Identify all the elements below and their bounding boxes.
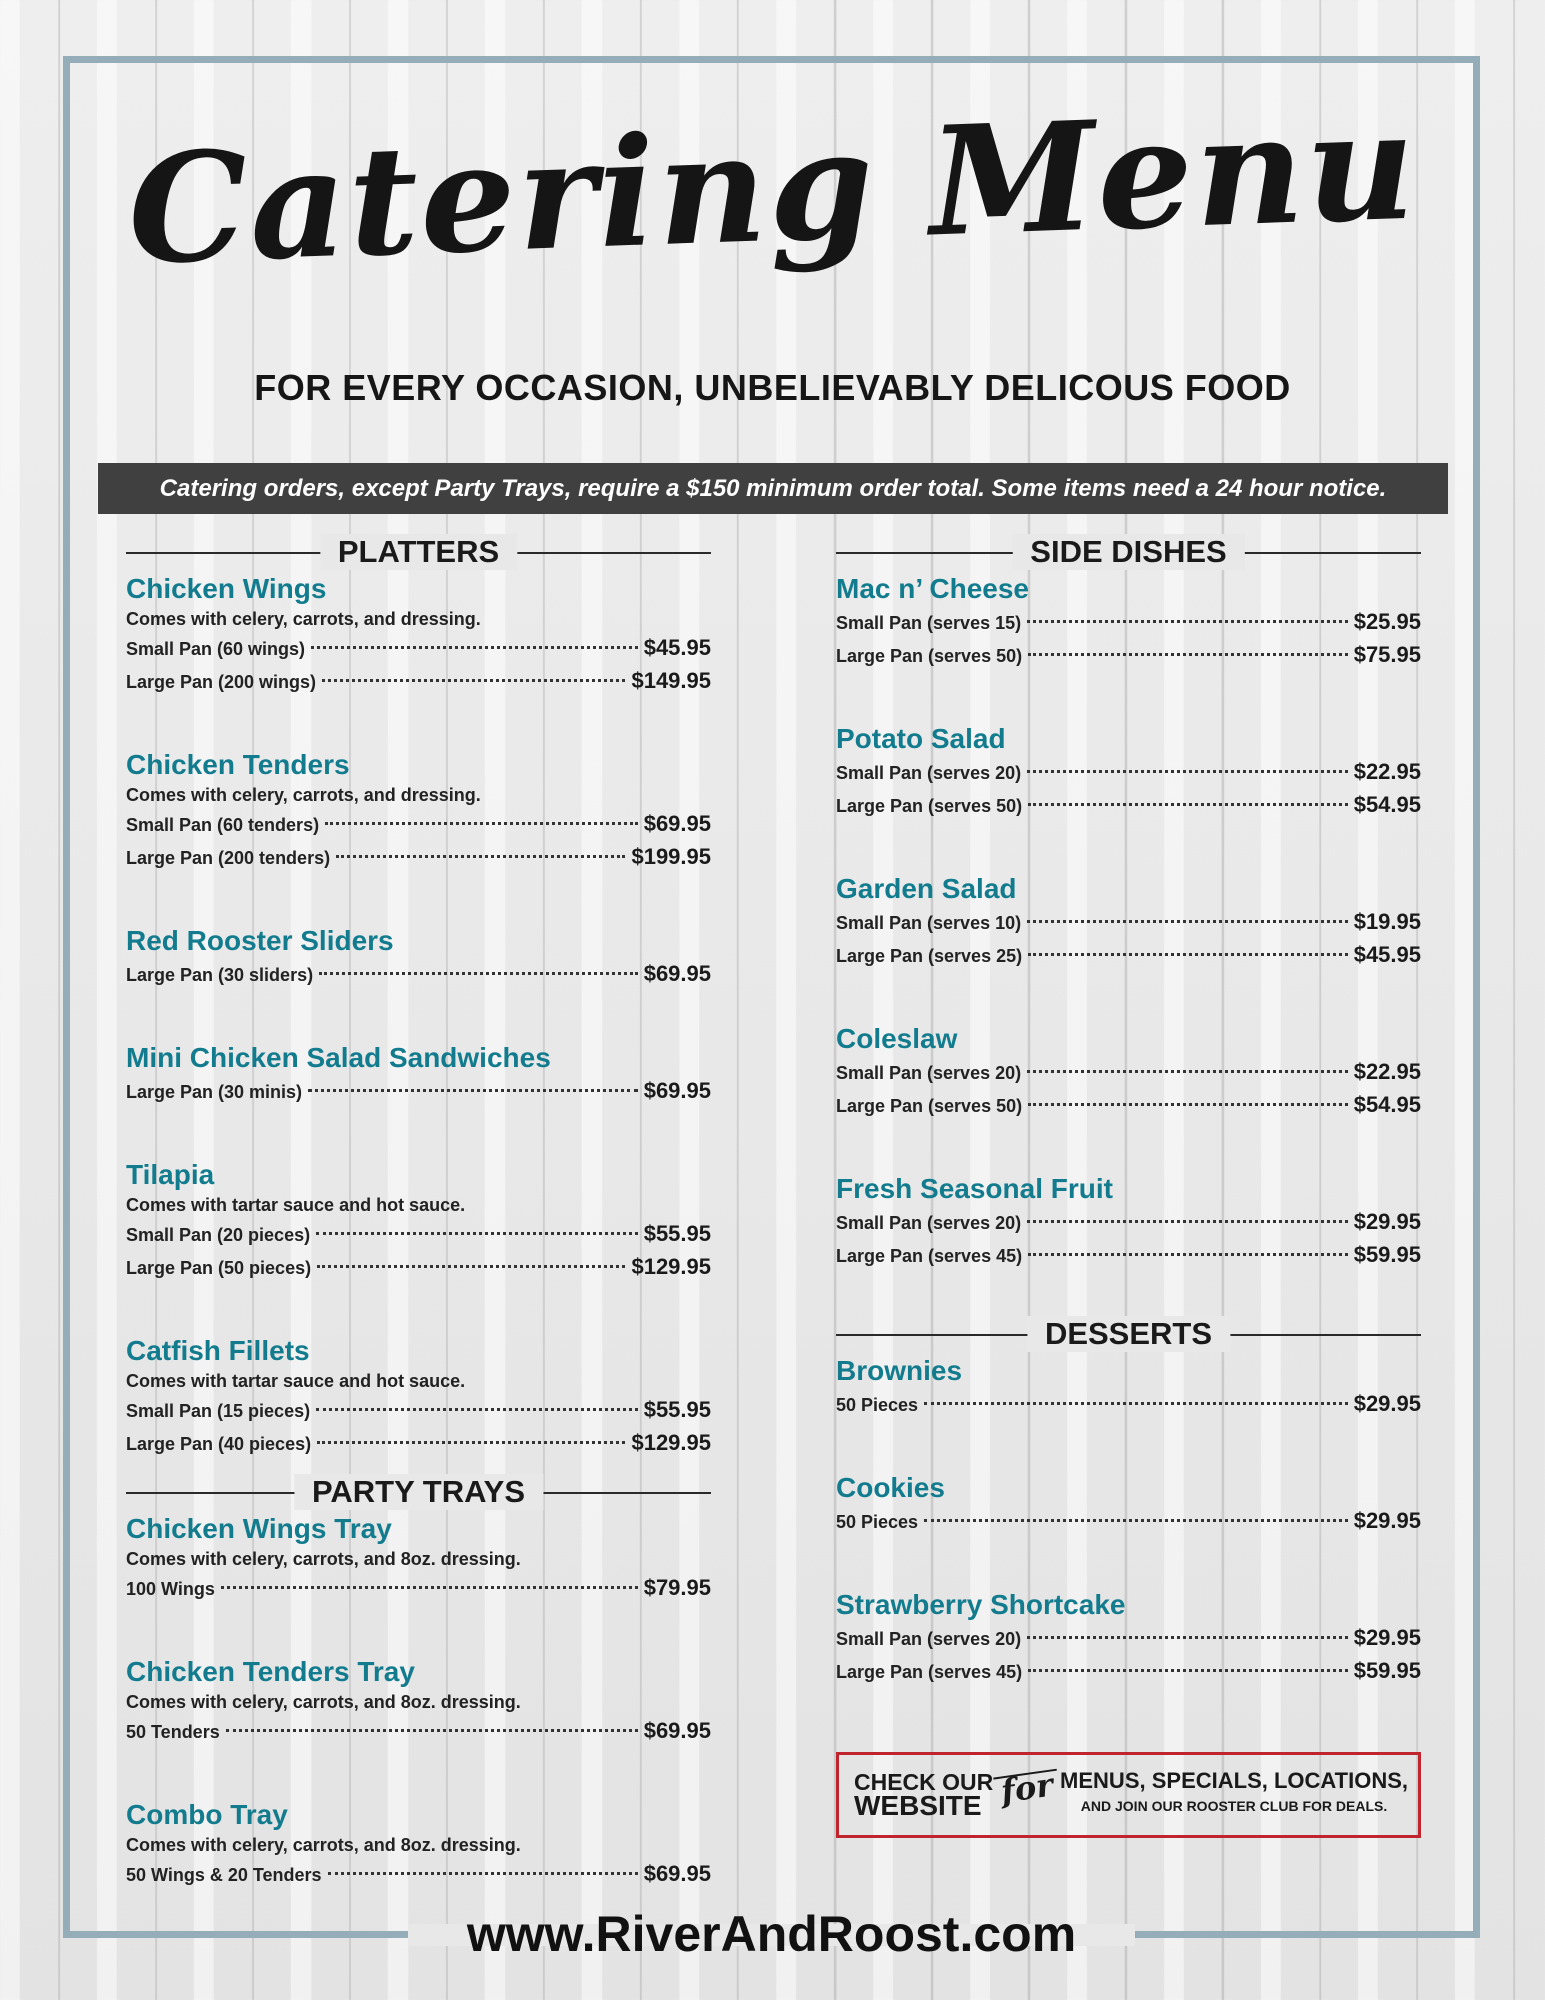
desserts-list (836, 1354, 1421, 1688)
price-value: $129.95 (631, 1254, 711, 1279)
section-heading (836, 534, 1421, 570)
price-value: $69.95 (643, 1861, 711, 1886)
dot-leader (1027, 1636, 1348, 1639)
price-row (126, 665, 711, 698)
price-row (836, 789, 1421, 822)
menu-item (836, 1588, 1421, 1688)
section-heading-label: PARTY TRAYS (294, 1474, 543, 1510)
price-row (836, 939, 1421, 972)
price-row (836, 1505, 1421, 1538)
platters-list (126, 572, 711, 1460)
menu-item (126, 1158, 711, 1284)
price-row (836, 1056, 1421, 1089)
price-row (126, 1075, 711, 1108)
menu-item-name: Chicken Tenders (126, 749, 350, 780)
price-value: $54.95 (1353, 1092, 1421, 1117)
website-url-link[interactable]: www.RiverAndRoost.com (466, 1906, 1077, 1962)
menu-item (836, 572, 1421, 672)
platters-section (126, 534, 711, 1510)
menu-item-description: Comes with tartar sauce and hot sauce. (126, 1371, 466, 1391)
portion-label: Large Pan (serves 50) (836, 646, 1023, 666)
website-promo-box[interactable] (836, 1752, 1421, 1838)
page-title: Catering Menu (125, 77, 1420, 299)
dot-leader (1028, 803, 1348, 806)
price-value: $54.95 (1353, 792, 1421, 817)
price-value: $79.95 (643, 1575, 711, 1600)
portion-label: Small Pan (20 pieces) (126, 1225, 311, 1245)
menu-item-name: Catfish Fillets (126, 1335, 310, 1366)
price-value: $199.95 (631, 844, 711, 869)
menu-item-description: Comes with celery, carrots, and dressing. (126, 785, 481, 805)
menu-item-description: Comes with celery, carrots, and 8oz. dressing. (126, 1549, 521, 1569)
price-row (126, 958, 711, 991)
portion-label: Small Pan (serves 20) (836, 1629, 1022, 1649)
price-row (126, 1715, 711, 1748)
price-row (836, 1239, 1421, 1272)
section-heading (836, 1316, 1421, 1352)
dot-leader (1028, 1669, 1348, 1672)
menu-item-name: Chicken Tenders Tray (126, 1656, 415, 1687)
section-heading-label: PLATTERS (320, 534, 517, 570)
price-value: $19.95 (1353, 909, 1421, 934)
menu-item (836, 1172, 1421, 1272)
menu-item-description: Comes with tartar sauce and hot sauce. (126, 1195, 466, 1215)
menu-item-name: Tilapia (126, 1159, 215, 1190)
side-dishes-section (836, 534, 1421, 1322)
price-row (126, 1251, 711, 1284)
section-heading (126, 1474, 711, 1510)
price-value: $149.95 (631, 668, 711, 693)
menu-item-name: Red Rooster Sliders (126, 925, 394, 956)
menu-item-name: Fresh Seasonal Fruit (836, 1173, 1113, 1204)
menu-item (836, 1471, 1421, 1538)
portion-label: 50 Tenders (126, 1722, 220, 1742)
section-heading-label: SIDE DISHES (1012, 534, 1244, 570)
menu-item (836, 722, 1421, 822)
dot-leader (924, 1402, 1348, 1405)
portion-label: Large Pan (200 wings) (126, 672, 317, 692)
menu-item-name: Coleslaw (836, 1023, 958, 1054)
dot-leader (1028, 1253, 1348, 1256)
price-row (836, 606, 1421, 639)
price-value: $25.95 (1353, 609, 1421, 634)
menu-item (126, 748, 711, 874)
price-row (126, 1218, 711, 1251)
price-value: $29.95 (1353, 1625, 1421, 1650)
portion-label: Large Pan (serves 25) (836, 946, 1023, 966)
menu-item (126, 924, 711, 991)
desserts-section (836, 1316, 1421, 1738)
order-notice-banner: Catering orders, except Party Trays, require a $150 minimum order total. Some items need a 24 hour notice. (98, 463, 1448, 514)
menu-item (126, 572, 711, 698)
portion-label: Small Pan (serves 15) (836, 613, 1022, 633)
price-row (836, 1206, 1421, 1239)
price-value: $69.95 (643, 961, 711, 986)
menu-item (126, 1041, 711, 1108)
price-row (126, 1427, 711, 1460)
price-row (126, 632, 711, 665)
price-value: $75.95 (1353, 642, 1421, 667)
price-row (126, 1394, 711, 1427)
menu-item (126, 1798, 711, 1891)
menu-item-name: Strawberry Shortcake (836, 1589, 1126, 1620)
portion-label: Large Pan (30 sliders) (126, 965, 314, 985)
price-row (836, 1388, 1421, 1421)
menu-item-name: Potato Salad (836, 723, 1006, 754)
price-row (836, 1622, 1421, 1655)
dot-leader (924, 1519, 1348, 1522)
menu-item-description: Comes with celery, carrots, and 8oz. dressing. (126, 1835, 521, 1855)
menu-item-name: Garden Salad (836, 873, 1017, 904)
menu-item-name: Cookies (836, 1472, 945, 1503)
price-value: $59.95 (1353, 1658, 1421, 1683)
portion-label: Small Pan (60 wings) (126, 639, 306, 659)
promo-check-website (854, 1769, 1004, 1821)
price-value: $45.95 (643, 635, 711, 660)
promo-for-script: for (998, 1765, 1056, 1811)
menu-item (836, 872, 1421, 972)
portion-label: Large Pan (serves 45) (836, 1246, 1023, 1266)
portion-label: Small Pan (serves 20) (836, 763, 1022, 783)
price-row (836, 756, 1421, 789)
price-value: $55.95 (643, 1397, 711, 1422)
portion-label: Small Pan (serves 10) (836, 913, 1022, 933)
party-trays-list (126, 1512, 711, 1891)
price-row (836, 639, 1421, 672)
menu-item (126, 1512, 711, 1605)
menu-item (126, 1655, 711, 1748)
portion-label: Large Pan (200 tenders) (126, 848, 331, 868)
menu-item (836, 1354, 1421, 1421)
dot-leader (1027, 620, 1348, 623)
price-value: $69.95 (643, 1078, 711, 1103)
price-value: $69.95 (643, 811, 711, 836)
menu-item-name: Mac n’ Cheese (836, 573, 1029, 604)
page-subtitle: FOR EVERY OCCASION, UNBELIEVABLY DELICOUS FOOD (254, 367, 1291, 408)
price-row (836, 906, 1421, 939)
price-value: $29.95 (1353, 1391, 1421, 1416)
price-row (126, 808, 711, 841)
portion-label: Small Pan (15 pieces) (126, 1401, 311, 1421)
portion-label: Small Pan (serves 20) (836, 1063, 1022, 1083)
dot-leader (226, 1729, 638, 1732)
price-row (836, 1089, 1421, 1122)
dot-leader (221, 1586, 638, 1589)
dot-leader (336, 855, 625, 858)
party-trays-section (126, 1474, 711, 1941)
dot-leader (308, 1089, 638, 1092)
menu-item (836, 1022, 1421, 1122)
portion-label: Large Pan (50 pieces) (126, 1258, 312, 1278)
portion-label: Large Pan (30 minis) (126, 1082, 303, 1102)
price-value: $129.95 (631, 1430, 711, 1455)
portion-label: Large Pan (serves 50) (836, 1096, 1023, 1116)
menu-item-name: Chicken Wings Tray (126, 1513, 392, 1544)
price-row (836, 1655, 1421, 1688)
dot-leader (1028, 953, 1348, 956)
price-value: $69.95 (643, 1718, 711, 1743)
dot-leader (1027, 770, 1348, 773)
price-value: $29.95 (1353, 1209, 1421, 1234)
price-value: $29.95 (1353, 1508, 1421, 1533)
dot-leader (325, 822, 638, 825)
menu-item-name: Brownies (836, 1355, 963, 1386)
dot-leader (1027, 1070, 1348, 1073)
portion-label: 50 Pieces (836, 1395, 919, 1415)
price-row (126, 1858, 711, 1891)
promo-right-text (1060, 1767, 1408, 1817)
menu-item-name: Chicken Wings (126, 573, 327, 604)
promo-line1: CHECK OUR (854, 1769, 994, 1795)
portion-label: 50 Pieces (836, 1512, 919, 1532)
price-value: $59.95 (1353, 1242, 1421, 1267)
section-heading-label: DESSERTS (1027, 1316, 1230, 1352)
price-value: $22.95 (1353, 1059, 1421, 1084)
dot-leader (1028, 653, 1348, 656)
dot-leader (317, 1265, 625, 1268)
price-value: $55.95 (643, 1221, 711, 1246)
menu-item (126, 1334, 711, 1460)
price-row (126, 841, 711, 874)
portion-label: Small Pan (serves 20) (836, 1213, 1022, 1233)
dot-leader (1027, 920, 1348, 923)
price-row (126, 1572, 711, 1605)
menu-item-name: Combo Tray (126, 1799, 288, 1830)
portion-label: Small Pan (60 tenders) (126, 815, 320, 835)
portion-label: 100 Wings (126, 1579, 215, 1599)
promo-right-line2: AND JOIN OUR ROOSTER CLUB FOR DEALS. (1080, 1798, 1388, 1814)
dot-leader (1028, 1103, 1348, 1106)
promo-line2: WEBSITE (854, 1790, 982, 1821)
portion-label: 50 Wings & 20 Tenders (126, 1865, 322, 1885)
dot-leader (316, 1408, 638, 1411)
dot-leader (322, 679, 625, 682)
menu-item-description: Comes with celery, carrots, and 8oz. dressing. (126, 1692, 521, 1712)
dot-leader (319, 972, 638, 975)
dot-leader (316, 1232, 638, 1235)
dot-leader (1027, 1220, 1348, 1223)
portion-label: Large Pan (serves 50) (836, 796, 1023, 816)
dot-leader (311, 646, 638, 649)
promo-right-line1: MENUS, SPECIALS, LOCATIONS, (1060, 1768, 1408, 1793)
menu-item-description: Comes with celery, carrots, and dressing. (126, 609, 481, 629)
dot-leader (328, 1872, 638, 1875)
price-value: $22.95 (1353, 759, 1421, 784)
portion-label: Large Pan (serves 45) (836, 1662, 1023, 1682)
price-value: $45.95 (1353, 942, 1421, 967)
side-dishes-list (836, 572, 1421, 1272)
dot-leader (317, 1441, 625, 1444)
menu-item-name: Mini Chicken Salad Sandwiches (126, 1042, 551, 1073)
portion-label: Large Pan (40 pieces) (126, 1434, 312, 1454)
section-heading (126, 534, 711, 570)
